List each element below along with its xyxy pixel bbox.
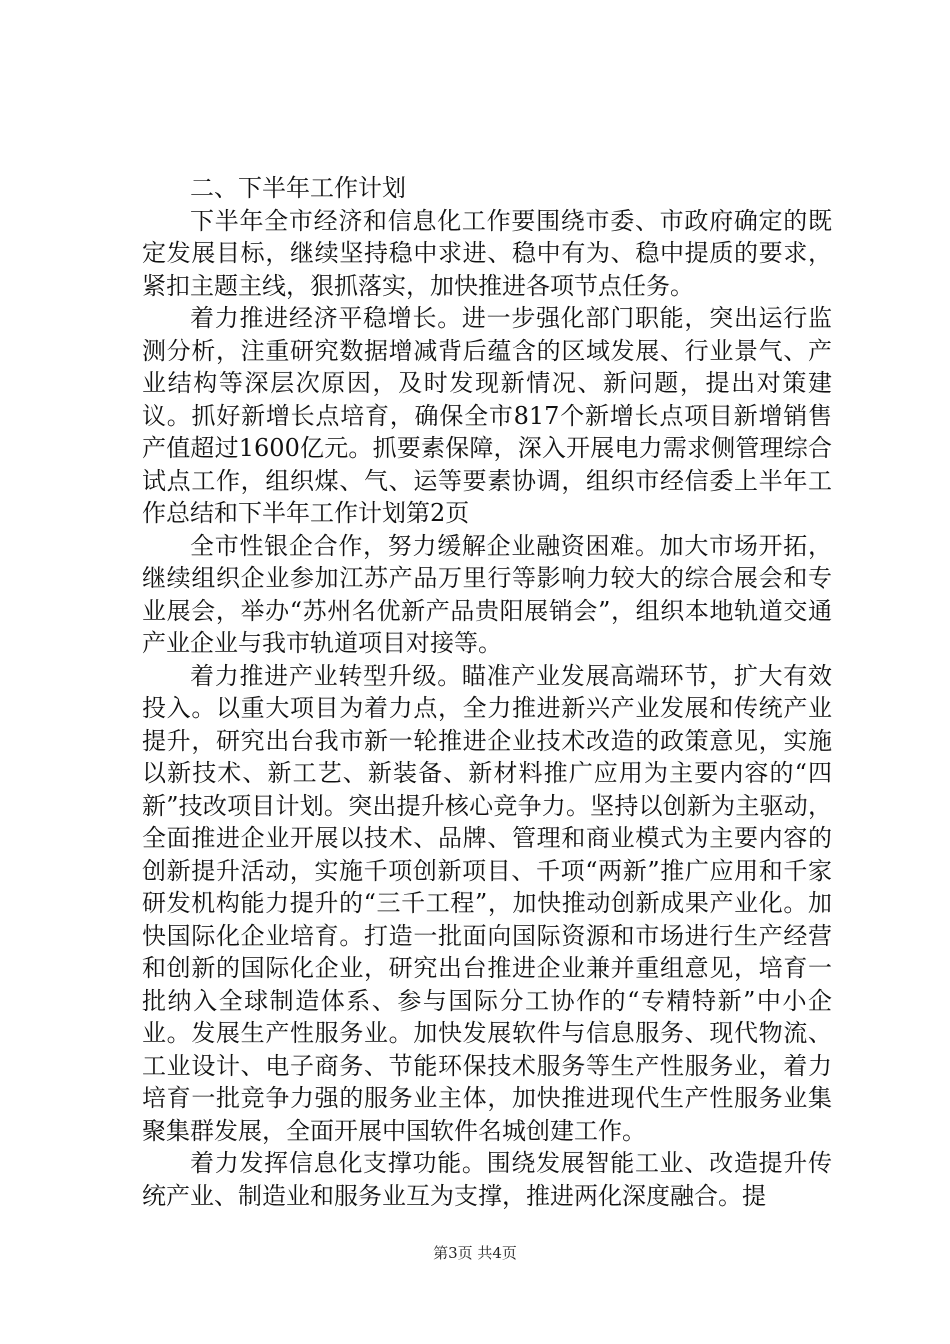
paragraph-intro: 下半年全市经济和信息化工作要围绕市委、市政府确定的既定发展目标，继续坚持稳中求进、稳中有为、稳中提质的要求，紧扣主题主线，狠抓落实，加快推进各项节点任务。 (142, 206, 832, 300)
section-heading: 二、下半年工作计划 (190, 174, 406, 202)
document-body (142, 172, 832, 1212)
paragraph-economic-growth: 着力推进经济平稳增长。进一步强化部门职能，突出运行监测分析，注重研究数据增减背后蕴含的区域发展、行业景气、产业结构等深层次原因，及时发现新情况、新问题，提出对策建议。抓好新增长点培育，确保全市817个新增长点项目新增销售产值超过1600亿元。抓要素保障，深入开展电力需求侧管理综合试点工作，组织煤、气、运等要素协调，组织市经信委上半年工作总结和下半年工作计划第2页 (142, 304, 832, 527)
paragraph-informatization: 着力发挥信息化支撑功能。围绕发展智能工业、改造提升传统产业、制造业和服务业互为支撑，推进两化深度融合。提 (142, 1149, 832, 1210)
paragraph-bank-enterprise: 全市性银企合作，努力缓解企业融资困难。加大市场开拓，继续组织企业参加江苏产品万里行等影响力较大的综合展会和专业展会，举办“苏州名优新产品贵阳展销会”，组织本地轨道交通产业企业与我市轨道项目对接等。 (142, 531, 832, 657)
paragraph-industry-upgrade: 着力推进产业转型升级。瞄准产业发展高端环节，扩大有效投入。以重大项目为着力点，全力推进新兴产业发展和传统产业提升，研究出台我市新一轮推进企业技术改造的政策意见，实施以新技术、新工艺、新装备、新材料推广应用为主要内容的“四新”技改项目计划。突出提升核心竞争力。坚持以创新为主驱动，全面推进企业开展以技术、品牌、管理和商业模式为主要内容的创新提升活动，实施千项创新项目、千项“两新”推广应用和千家研发机构能力提升的“三千工程”，加快推动创新成果产业化。加快国际化企业培育。打造一批面向国际资源和市场进行生产经营和创新的国际化企业，研究出台推进企业兼并重组意见，培育一批纳入全球制造体系、参与国际分工协作的“专精特新”中小企业。发展生产性服务业。加快发展软件与信息服务、现代物流、工业设计、电子商务、节能环保技术服务等生产性服务业，着力培育一批竞争力强的服务业主体，加快推进现代生产性服务业集聚集群发展，全面开展中国软件名城创建工作。 (142, 661, 832, 1145)
page-footer: 第3页 共4页 (433, 1244, 517, 1262)
